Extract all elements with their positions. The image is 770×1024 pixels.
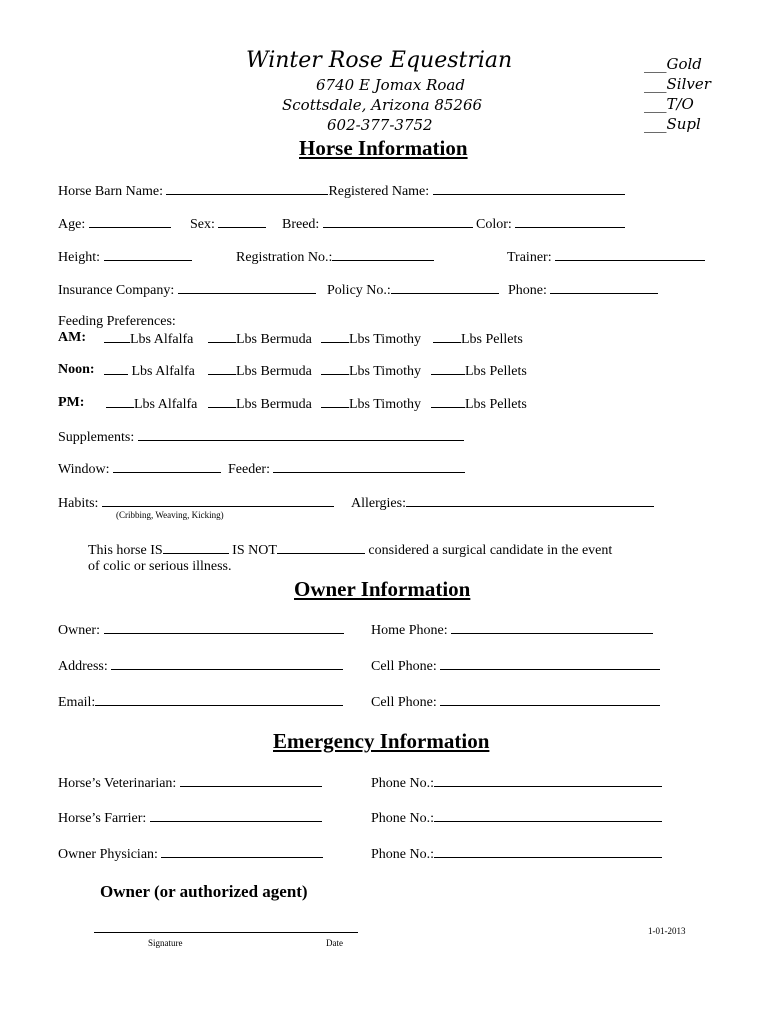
policy-wrap [327, 281, 499, 299]
feed-noon-pellets: Lbs Pellets [465, 364, 527, 379]
age-label-wrap [58, 215, 171, 233]
height-wrap [58, 248, 192, 266]
insurance-label: Insurance Company: [58, 283, 175, 298]
supplements-label: Supplements: [58, 430, 135, 445]
height-field[interactable] [104, 248, 192, 261]
window-field[interactable] [113, 460, 221, 473]
farrier-phone-field[interactable] [434, 809, 662, 822]
sex-label: Sex: [190, 217, 215, 232]
feed-am-bermuda-field[interactable] [208, 330, 236, 343]
horse-info-title: Horse Information [299, 136, 468, 160]
level-gold[interactable]: ___Gold [644, 55, 702, 73]
signature-title: Owner (or authorized agent) [100, 882, 308, 901]
insurance-wrap [58, 281, 316, 299]
physician-phone-label: Phone No.: [371, 847, 434, 862]
business-name: Winter Rose Equestrian [246, 48, 513, 73]
business-city: Scottsdale, Arizona 85266 [282, 96, 483, 114]
feed-pm-timothy: Lbs Timothy [349, 397, 421, 412]
trainer-field[interactable] [555, 248, 705, 261]
form-version: 1-01-2013 [648, 926, 686, 936]
email-label: Email: [58, 695, 96, 710]
habits-hint: (Cribbing, Weaving, Kicking) [116, 510, 224, 520]
surgical-text: considered a surgical candidate in the event [368, 543, 613, 558]
registration-field[interactable] [332, 248, 434, 261]
signature-line[interactable] [94, 932, 358, 933]
feed-noon-pellets-field[interactable] [431, 362, 465, 375]
feed-am-timothy-field[interactable] [321, 330, 349, 343]
trainer-label: Trainer: [507, 250, 552, 265]
surgical-text-2: of colic or serious illness. [88, 559, 232, 574]
cell-phone-2-label: Cell Phone: [371, 695, 437, 710]
surgical-isnot-label: IS NOT [232, 543, 277, 558]
emergency-info-title: Emergency Information [273, 729, 490, 753]
feed-am-alfalfa: Lbs Alfalfa [130, 332, 194, 347]
policy-field[interactable] [391, 281, 499, 294]
surgical-is-field[interactable] [163, 541, 229, 554]
vet-label: Horse’s Veterinarian: [58, 776, 177, 791]
cell-phone-2-field[interactable] [440, 693, 660, 706]
breed-field[interactable] [323, 215, 473, 228]
level-supl[interactable]: ___Supl [644, 115, 701, 133]
barn-name-field[interactable] [166, 182, 328, 195]
physician-field[interactable] [161, 845, 323, 858]
feed-pm-bermuda: Lbs Bermuda [236, 397, 312, 412]
registration-label: Registration No.: [236, 250, 333, 265]
feeder-field[interactable] [273, 460, 465, 473]
age-label: Age: [58, 217, 86, 232]
feed-am-timothy: Lbs Timothy [349, 332, 421, 347]
feed-pm-pellets: Lbs Pellets [465, 397, 527, 412]
level-options [644, 54, 711, 134]
sex-field[interactable] [218, 215, 266, 228]
feed-am-pellets-field[interactable] [433, 330, 461, 343]
color-label: Color: [476, 217, 512, 232]
date-label: Date [326, 938, 343, 948]
address-label: Address: [58, 659, 108, 674]
level-to[interactable]: ___T/O [644, 95, 694, 113]
business-phone: 602-377-3752 [327, 116, 433, 134]
feed-pm-timothy-field[interactable] [321, 395, 349, 408]
registered-name-label: Registered Name: [328, 184, 430, 199]
vet-phone-label: Phone No.: [371, 776, 434, 791]
farrier-label: Horse’s Farrier: [58, 811, 147, 826]
feed-noon-bermuda-field[interactable] [208, 362, 236, 375]
surgical-isnot-field[interactable] [277, 541, 365, 554]
owner-label: Owner: [58, 623, 100, 638]
feeding-title: Feeding Preferences: [58, 314, 176, 329]
insurance-phone-wrap [508, 281, 658, 299]
owner-field[interactable] [104, 621, 344, 634]
owner-info-title: Owner Information [294, 577, 471, 601]
surgical-is-label: This horse IS [88, 543, 163, 558]
feed-noon-timothy-field[interactable] [321, 362, 349, 375]
feed-am-alfalfa-field[interactable] [104, 330, 130, 343]
home-phone-label: Home Phone: [371, 623, 448, 638]
feed-noon-timothy: Lbs Timothy [349, 364, 421, 379]
height-label: Height: [58, 250, 100, 265]
feed-pm-alfalfa: Lbs Alfalfa [134, 397, 198, 412]
physician-phone-field[interactable] [434, 845, 662, 858]
cell-phone-1-field[interactable] [440, 657, 660, 670]
habits-field[interactable] [102, 494, 334, 507]
feed-pm-bermuda-field[interactable] [208, 395, 236, 408]
barn-name-label: Horse Barn Name: [58, 184, 163, 199]
feed-noon-alfalfa-field[interactable] [104, 362, 128, 375]
email-field[interactable] [95, 693, 343, 706]
feed-am-label: AM: [58, 330, 86, 345]
insurance-phone-label: Phone: [508, 283, 547, 298]
breed-label-wrap [282, 215, 473, 233]
feed-am-pellets: Lbs Pellets [461, 332, 523, 347]
signature-label: Signature [148, 938, 183, 948]
farrier-field[interactable] [150, 809, 322, 822]
color-label-wrap [476, 215, 625, 233]
insurance-phone-field[interactable] [550, 281, 658, 294]
feeder-label: Feeder: [228, 462, 270, 477]
vet-field[interactable] [180, 774, 322, 787]
feed-noon-bermuda: Lbs Bermuda [236, 364, 312, 379]
feed-noon-label: Noon: [58, 362, 95, 377]
feed-pm-alfalfa-field[interactable] [106, 395, 134, 408]
habits-label: Habits: [58, 496, 99, 511]
insurance-field[interactable] [178, 281, 316, 294]
supplements-field[interactable] [138, 428, 464, 441]
barn-name-row [58, 182, 625, 200]
color-field[interactable] [515, 215, 625, 228]
policy-label: Policy No.: [327, 283, 391, 298]
level-silver[interactable]: ___Silver [644, 75, 711, 93]
feed-pm-label: PM: [58, 395, 85, 410]
feed-pm-pellets-field[interactable] [431, 395, 465, 408]
address-field[interactable] [111, 657, 343, 670]
age-field[interactable] [89, 215, 171, 228]
cell-phone-1-label: Cell Phone: [371, 659, 437, 674]
farrier-phone-label: Phone No.: [371, 811, 434, 826]
window-label: Window: [58, 462, 110, 477]
feed-noon-alfalfa: Lbs Alfalfa [131, 364, 195, 379]
registration-wrap [236, 248, 434, 266]
business-street: 6740 E Jomax Road [316, 76, 465, 94]
vet-phone-field[interactable] [434, 774, 662, 787]
home-phone-field[interactable] [451, 621, 653, 634]
allergies-label: Allergies: [351, 496, 406, 511]
sex-label-wrap [190, 215, 266, 233]
feed-am-bermuda: Lbs Bermuda [236, 332, 312, 347]
allergies-field[interactable] [406, 494, 654, 507]
trainer-wrap [507, 248, 705, 266]
breed-label: Breed: [282, 217, 320, 232]
physician-label: Owner Physician: [58, 847, 158, 862]
registered-name-field[interactable] [433, 182, 625, 195]
